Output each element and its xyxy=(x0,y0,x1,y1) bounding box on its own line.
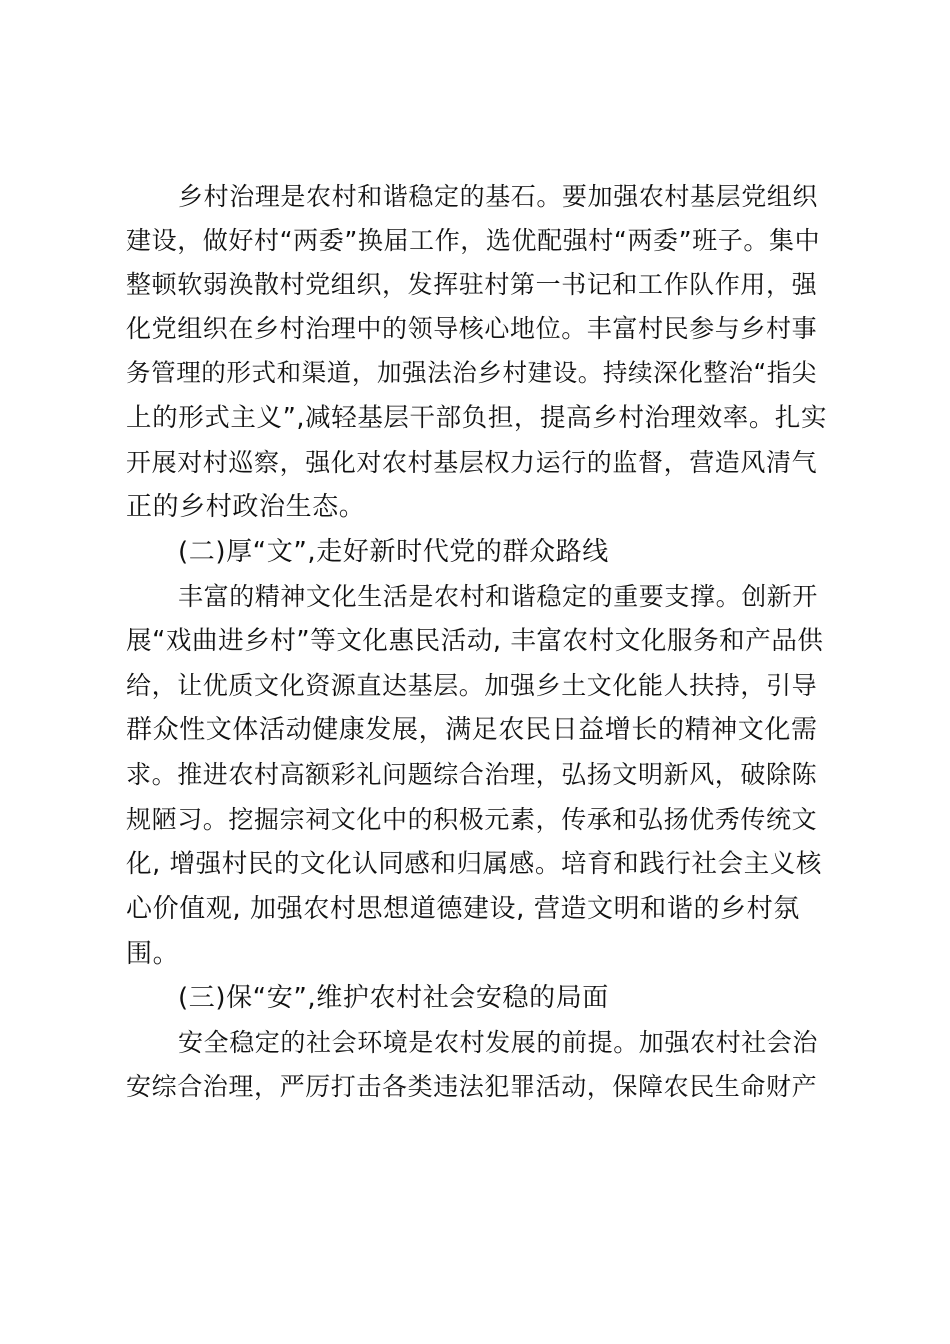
text-line: 丰富的精神文化生活是农村和谐稳定的重要支撑。创新开 xyxy=(178,582,819,611)
text-line: 安全稳定的社会环境是农村发展的前提。加强农村社会治 xyxy=(178,1028,819,1057)
section-heading: (三)保“安”,维护农村社会安稳的局面 xyxy=(178,983,609,1013)
text-line: 正的乡村政治生态。 xyxy=(126,492,366,522)
text-line: 求。推进农村高额彩礼问题综合治理，弘扬文明新风，破除陈 xyxy=(126,760,818,789)
text-line: 化, 增强村民的文化认同感和归属感。培育和践行社会主义核 xyxy=(126,849,823,879)
text-line: 建设，做好村“两委”换届工作，选优配强村“两委”班子。集中 xyxy=(126,226,821,255)
text-line: 群众性文体活动健康发展，满足农民日益增长的精神文化需 xyxy=(126,715,818,745)
text-line: 化党组织在乡村治理中的领导核心地位。丰富村民参与乡村事 xyxy=(126,314,818,343)
text-line: 务管理的形式和渠道，加强法治乡村建设。持续深化整治“指尖 xyxy=(126,358,817,387)
text-line: 心价值观, 加强农村思想道德建设, 营造文明和谐的乡村氛 xyxy=(126,894,800,924)
text-line: 围。 xyxy=(126,939,180,969)
text-line: 给，让优质文化资源直达基层。加强乡土文化能人扶持，引导 xyxy=(126,671,818,700)
text-line: 开展对村巡察，强化对农村基层权力运行的监督，营造风清气 xyxy=(126,448,818,477)
text-line: 上的形式主义”,减轻基层干部负担，提高乡村治理效率。扎实 xyxy=(126,403,828,433)
text-line: 展“戏曲进乡村”等文化惠民活动, 丰富农村文化服务和产品供 xyxy=(126,626,824,656)
text-line: 安综合治理，严厉打击各类违法犯罪活动，保障农民生命财产 xyxy=(126,1072,818,1101)
section-heading: (二)厚“文”,走好新时代党的群众路线 xyxy=(178,537,609,567)
text-line: 规陋习。挖掘宗祠文化中的积极元素，传承和弘扬优秀传统文 xyxy=(126,805,818,834)
text-line: 整顿软弱涣散村党组织，发挥驻村第一书记和工作队作用，强 xyxy=(126,270,818,299)
text-line: 乡村治理是农村和谐稳定的基石。要加强农村基层党组织 xyxy=(178,182,819,211)
